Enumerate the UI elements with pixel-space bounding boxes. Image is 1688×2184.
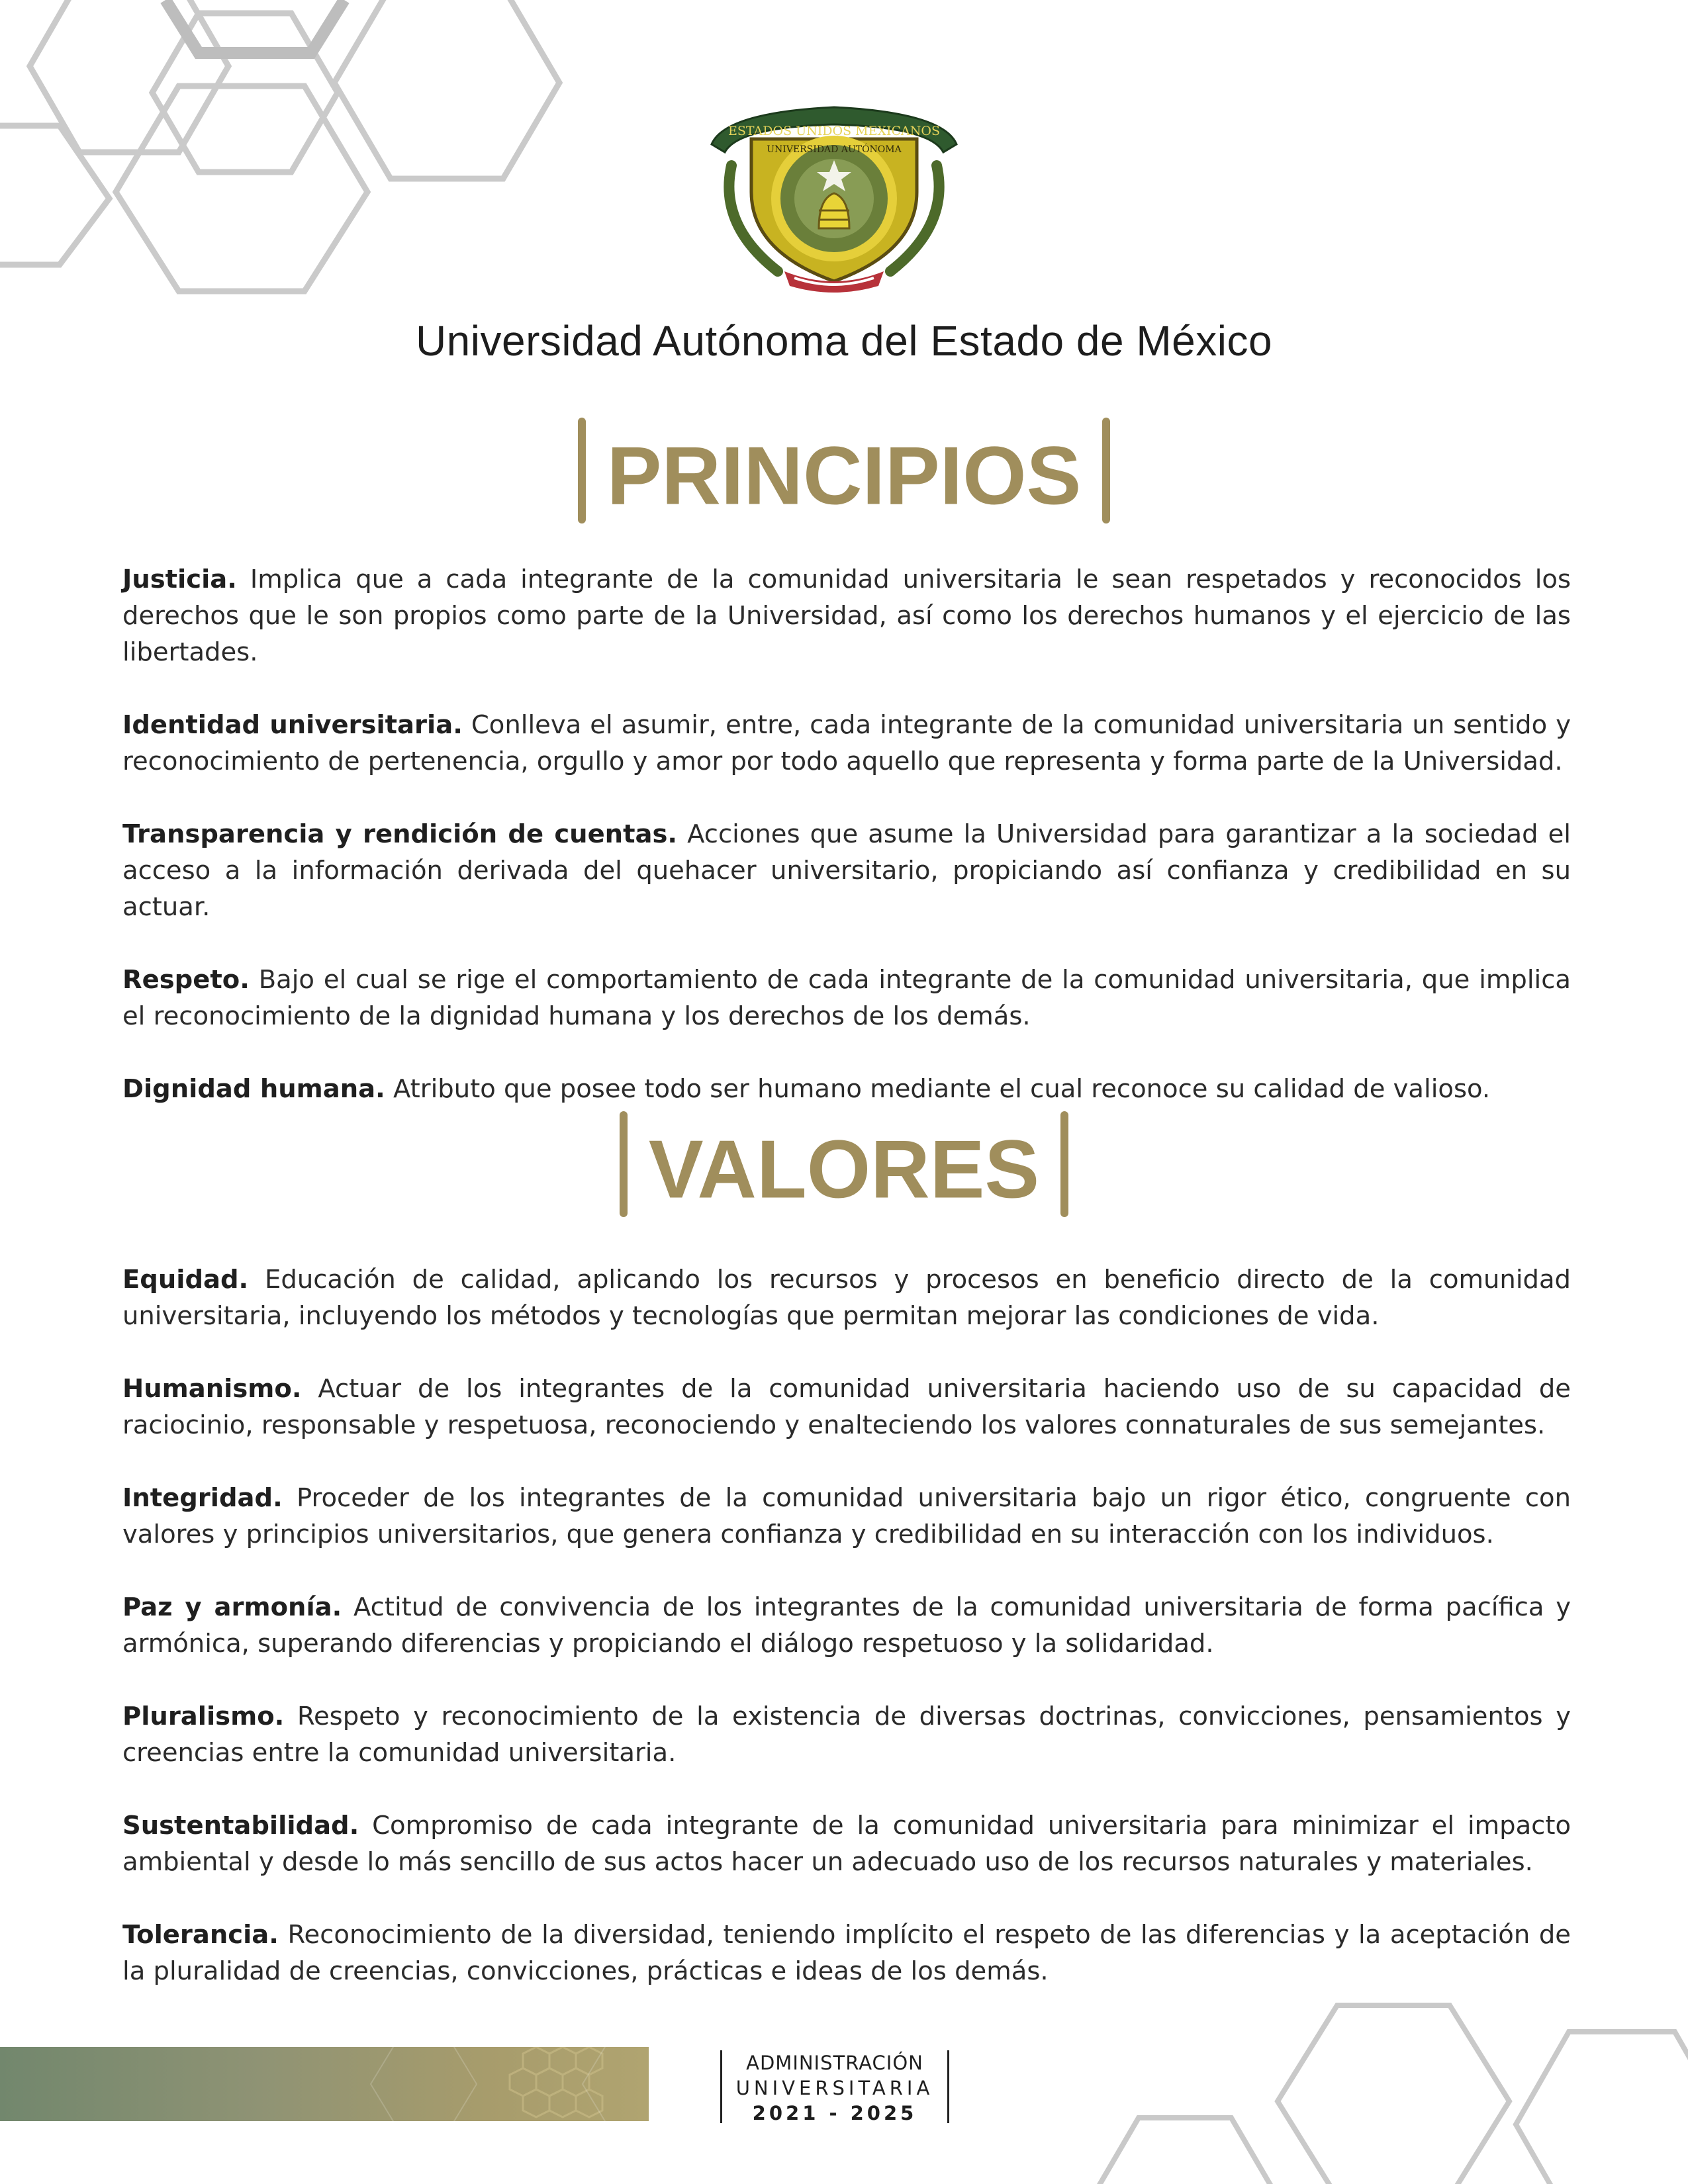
principio-term: Justicia. (122, 565, 237, 594)
hexagon-pattern-top (0, 0, 596, 304)
principio-item (122, 962, 1571, 1034)
principios-title: PRINCIPIOS (606, 430, 1082, 522)
heading-bar-right (1102, 418, 1110, 523)
valor-text: Proceder de los integrantes de la comunidad universitaria bajo un rigor ético, congruente con valores y principios universitarios, que genera confianza y credibilidad en su interacción con los individuos. (122, 1483, 1571, 1549)
admin-line-2: UNIVERSITARIA (735, 2077, 934, 2099)
valor-item (122, 1698, 1571, 1771)
valores-list (122, 1261, 1571, 2026)
valor-text: Actitud de convivencia de los integrantes de la comunidad universitaria de forma pacífica y armónica, superando diferencias y propiciando el diálogo respetuoso y la solidaridad. (122, 1592, 1571, 1659)
admin-line-1: ADMINISTRACIÓN (746, 2052, 923, 2074)
principio-term: Transparencia y rendición de cuentas. (122, 819, 678, 849)
valor-term: Sustentabilidad. (122, 1811, 359, 1841)
valor-text: Reconocimiento de la diversidad, teniendo implícito el respeto de las diferencias y la aceptación de la pluralidad de creencias, convicciones, prácticas e ideas de los demás. (122, 1920, 1571, 1986)
heading-bar-left (578, 418, 586, 523)
principio-item (122, 1071, 1571, 1107)
principio-term: Identidad universitaria. (122, 710, 463, 740)
principio-text: Atributo que posee todo ser humano mediante el cual reconoce su calidad de valioso. (385, 1074, 1491, 1104)
university-crest (705, 93, 963, 298)
valores-title: VALORES (648, 1124, 1040, 1216)
valor-item (122, 1589, 1571, 1662)
footer-gradient-band (0, 2047, 649, 2121)
valor-text: Respeto y reconocimiento de la existencia de diversas doctrinas, convicciones, pensamientos y creencias entre la comunidad universitaria. (122, 1702, 1571, 1768)
valor-term: Humanismo. (122, 1374, 302, 1404)
principio-text: Bajo el cual se rige el comportamiento de cada integrante de la comunidad universitaria, que implica el reconocimiento de la dignidad humana y los derechos de los demás. (122, 965, 1571, 1031)
principio-text: Acciones que asume la Universidad para garantizar a la sociedad el acceso a la información derivada del quehacer universitario, propiciando así confianza y credibilidad en su actuar. (122, 819, 1571, 922)
principios-heading (0, 420, 1688, 529)
principios-list (122, 561, 1571, 1144)
principio-text: Implica que a cada integrante de la comunidad universitaria le sean respetados y reconocidos los derechos que le son propios como parte de la Universidad, así como los derechos humanos y el ejercicio de las libertades. (122, 565, 1571, 667)
honeycomb-pattern (0, 2047, 649, 2121)
principio-term: Dignidad humana. (122, 1074, 385, 1104)
valor-item (122, 1371, 1571, 1443)
valor-item (122, 1480, 1571, 1553)
university-name: Universidad Autónoma del Estado de México (415, 317, 1273, 365)
admin-period: 2021 - 2025 (752, 2102, 917, 2124)
valor-term: Pluralismo. (122, 1702, 285, 1731)
principio-term: Respeto. (122, 965, 250, 995)
valor-text: Compromiso de cada integrante de la comunidad universitaria para minimizar el impacto ambiental y desde lo más sencillo de sus actos hacer un adecuado uso de los recursos naturales y materiales. (122, 1811, 1571, 1877)
valor-term: Paz y armonía. (122, 1592, 342, 1622)
valor-term: Equidad. (122, 1265, 249, 1295)
svg-text:ESTADOS UNIDOS MEXICANOS: ESTADOS UNIDOS MEXICANOS (728, 124, 940, 138)
principio-item (122, 707, 1571, 780)
valores-heading (0, 1114, 1688, 1222)
principio-item (122, 561, 1571, 670)
valor-item (122, 1807, 1571, 1880)
valor-text: Educación de calidad, aplicando los recursos y procesos en beneficio directo de la comunidad universitaria, incluyendo los métodos y tecnologías que permitan mejorar las condiciones de vida. (122, 1265, 1571, 1331)
principio-item (122, 816, 1571, 925)
svg-text:UNIVERSIDAD AUTÓNOMA: UNIVERSIDAD AUTÓNOMA (767, 144, 902, 155)
valor-term: Integridad. (122, 1483, 283, 1513)
valor-text: Actuar de los integrantes de la comunidad universitaria haciendo uso de su capacidad de raciocinio, responsable y respetuosa, reconociendo y enalteciendo los valores connaturales de sus semejantes. (122, 1374, 1571, 1440)
administration-badge (720, 2050, 949, 2123)
crest-emblem (705, 93, 963, 298)
heading-bar-left (620, 1111, 628, 1217)
valor-item (122, 1917, 1571, 1989)
principio-text: Conlleva el asumir, entre, cada integrante de la comunidad universitaria un sentido y reconocimiento de pertenencia, orgullo y amor por todo aquello que representa y forma parte de la Universidad. (122, 710, 1571, 776)
valor-item (122, 1261, 1571, 1334)
heading-bar-right (1060, 1111, 1068, 1217)
valor-term: Tolerancia. (122, 1920, 279, 1950)
